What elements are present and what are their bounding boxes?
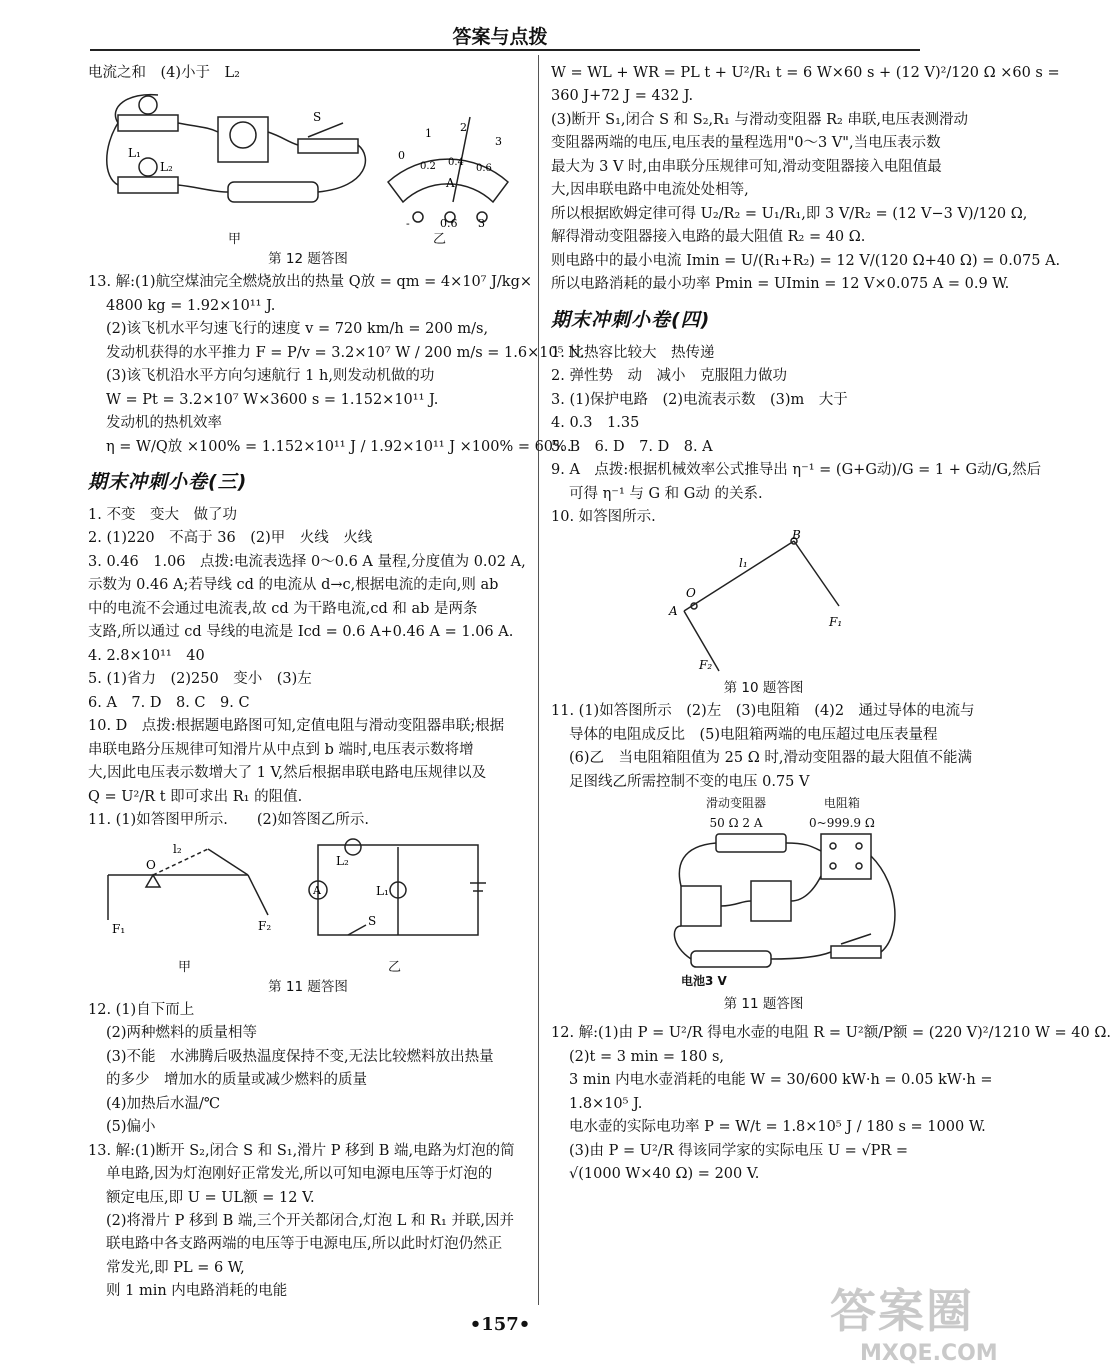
tick-3: 3: [495, 135, 502, 149]
tick-06: 0.6: [476, 163, 492, 175]
label-l1: l₁: [738, 556, 748, 571]
fig11-caption: 第 11 题答图: [268, 978, 348, 995]
watermark-url: MXQE.COM: [860, 1341, 998, 1366]
label-F1: F₁: [112, 921, 126, 936]
q13-line: 4800 kg = 1.92×10¹¹ J.: [106, 297, 276, 314]
section-title-3: 期末冲刺小卷(三): [88, 471, 248, 494]
lamp-L2: [345, 839, 361, 855]
s3-line: 5. (1)省力 (2)250 变小 (3)左: [88, 671, 312, 688]
s3b-line: 13. 解:(1)断开 S₂,闭合 S 和 S₁,滑片 P 移到 B 端,电路为灯泡的简: [88, 1142, 515, 1159]
resistance-box-label: 电阻箱 0~999.9 Ω: [809, 796, 875, 830]
s3b-line: (3)不能 水沸腾后吸热温度保持不变,无法比较燃料放出热量: [106, 1048, 494, 1065]
tick-0: 0: [398, 149, 405, 163]
fig11b-drawing: [671, 826, 931, 976]
s4b-line: 导体的电阻成反比 (5)电阻箱两端的电压超过电压表量程: [569, 726, 938, 743]
switch-blade: [841, 934, 871, 944]
left-column: [88, 62, 585, 1304]
r1-line: 所以根据欧姆定律可得 U₂/R₂ = U₁/R₁,即 3 V/R₂ = (12 V−3 V)/120 Ω,: [551, 205, 1028, 222]
voltmeter: [681, 886, 721, 926]
fig11-diagrams: [98, 835, 518, 955]
s4c-line: (2)t = 3 min = 180 s,: [569, 1048, 724, 1065]
label-F2: F₂: [258, 918, 272, 933]
bulb-1: [139, 96, 157, 114]
r1-line: 则电路中的最小电流 Imin = U/(R₁+R₂) = 12 V/(120 Ω+40 Ω) = 0.075 A.: [551, 252, 1061, 269]
r1-line: W = WL + WR = PL t + U²/R₁ t = 6 W×60 s + (12 V)²/120 Ω ×60 s =: [551, 65, 1060, 81]
s3b-line: (2)将滑片 P 移到 B 端,三个开关都闭合,灯泡 L 和 R₁ 并联,因并: [106, 1212, 515, 1229]
fig10-caption: 第 10 题答图: [723, 680, 804, 697]
s3-line: 2. (1)220 不高于 36 (2)甲 火线 火线: [88, 530, 373, 547]
bulb-base-1: [118, 115, 178, 131]
s4b-line: 11. (1)如答图所示 (2)左 (3)电阻箱 (4)2 通过导体的电流与: [551, 703, 975, 720]
s4b-line: 足图线乙所需控制不变的电压 0.75 V: [569, 773, 810, 790]
battery-label: 电池3 V: [681, 974, 727, 989]
s3b-line: (5)偏小: [106, 1119, 156, 1136]
fulcrum: [146, 875, 160, 887]
label-A: A: [313, 883, 321, 897]
r1-line: 大,因串联电路中电流处处相等,: [551, 182, 749, 199]
fig11b-circuit: [551, 794, 976, 994]
bulb-2: [139, 158, 157, 176]
s3-line: 4. 2.8×10¹¹ 40: [88, 647, 205, 664]
header-rule: [90, 49, 920, 51]
battery: [691, 951, 771, 967]
fig11-label-b: 乙: [388, 959, 402, 975]
s3b-line: (2)两种燃料的质量相等: [106, 1025, 258, 1042]
fig12-label-a: 甲: [228, 232, 242, 248]
s3b-line: 额定电压,即 U = UL额 = 12 V.: [106, 1189, 315, 1206]
meter-A: A: [446, 176, 455, 191]
label-A: A: [668, 604, 678, 619]
force-F2: [208, 849, 248, 875]
knob: [856, 863, 862, 869]
label-B: B: [791, 528, 801, 543]
label-l2: l₂: [173, 841, 182, 856]
s3b-line: 联电路中各支路两端的电压等于电源电压,所以此时灯泡仍然正: [106, 1236, 503, 1253]
label-O: O: [685, 586, 696, 601]
lever-arm: [684, 541, 794, 611]
s3b-line: 单电路,因为灯泡刚好正常发光,所以可知电源电压等于灯泡的: [106, 1166, 493, 1183]
switch-base: [831, 946, 881, 958]
r1-line: 最大为 3 V 时,由串联分压规律可知,滑动变阻器接入电阻值最: [551, 158, 942, 175]
term-3: 3: [478, 217, 485, 231]
s3-line: Q = U²/R t 即可求出 R₁ 的阻值.: [88, 788, 303, 805]
knob: [830, 843, 836, 849]
label-L2: L₂: [160, 160, 173, 175]
tick-1: 1: [425, 127, 432, 141]
label-L1: L₁: [128, 146, 141, 161]
label-F2: F₂: [698, 658, 712, 673]
switch-blade: [308, 123, 343, 137]
q13-line: (2)该飞机水平匀速飞行的速度 v = 720 km/h = 200 m/s,: [106, 321, 489, 338]
battery-pack: [228, 182, 318, 202]
terminal-1: [413, 212, 423, 222]
watermark: [830, 1275, 998, 1366]
rheostat: [716, 834, 786, 852]
label-S: S: [368, 913, 377, 928]
column-divider: [538, 55, 539, 1305]
s3b-line: 的多少 增加水的质量或减少燃料的质量: [106, 1072, 367, 1089]
s3b-line: 常发光,即 PL = 6 W,: [106, 1259, 245, 1276]
q13-line: η = W/Q放 ×100% = 1.152×10¹¹ J / 1.92×10¹¹ J ×100% = 60%.: [106, 438, 572, 455]
tick-2: 2: [460, 121, 467, 135]
s3-line: 11. (1)如答图甲所示. (2)如答图乙所示.: [88, 812, 369, 829]
s3-line: 串联电路分压规律可知滑片从中点到 b 端时,电压表示数将增: [88, 741, 474, 758]
force-F2-arrow: [248, 875, 268, 915]
q13-line: 13. 解:(1)航空煤油完全燃烧放出的热量 Q放 = qm = 4×10⁷ J/kg×: [88, 274, 533, 291]
s4-line: 1. 比热容比较大 热传递: [551, 344, 715, 361]
s4c-line: 12. 解:(1)由 P = U²/R 得电水壶的电阻 R = U²额/P额 = (220 V)²/1210 W = 40 Ω.: [551, 1025, 1111, 1042]
s4c-line: 1.8×10⁵ J.: [569, 1095, 643, 1112]
s4-line: 9. A 点拨:根据机械效率公式推导出 η⁻¹ = (G+G动)/G = 1 + G动/G,然后: [551, 462, 1042, 479]
r1-line: 解得滑动变阻器接入电路的最大阻值 R₂ = 40 Ω.: [551, 229, 866, 246]
s3-line: 中的电流不会通过电流表,故 cd 为干路电流,cd 和 ab 是两条: [88, 600, 478, 617]
knob: [830, 863, 836, 869]
q13-line: (3)该飞机沿水平方向匀速航行 1 h,则发动机做的功: [106, 368, 435, 385]
label-L2b: L₂: [336, 853, 349, 868]
ammeter-body: [218, 117, 268, 162]
force-F1: [794, 541, 839, 606]
section-title-4: 期末冲刺小卷(四): [551, 308, 711, 331]
ammeter: [751, 881, 791, 921]
knob: [856, 843, 862, 849]
fig12-circuit: [98, 87, 518, 231]
q13-line: W = Pt = 3.2×10⁷ W×3600 s = 1.152×10¹¹ J.: [106, 391, 439, 408]
label-O: O: [146, 857, 156, 872]
s4-line: 可得 η⁻¹ 与 G 和 G动 的关系.: [569, 485, 763, 502]
s3-line: 大,因此电压表示数增大了 1 V,然后根据串联电路电压规律以及: [88, 765, 487, 782]
q13-line: 发动机获得的水平推力 F = P/v = 3.2×10⁷ W / 200 m/s = 1.6×10⁵ N.: [106, 344, 585, 361]
fig10-lever: [644, 528, 884, 676]
right-column: [551, 62, 1111, 1187]
r1-line: 变阻器两端的电压,电压表的量程选用"0～3 V",当电压表示数: [551, 135, 941, 152]
rheostat-label: 滑动变阻器 50 Ω 2 A: [706, 796, 767, 830]
s4-line: 10. 如答图所示.: [551, 509, 656, 525]
q13-line: 发动机的热机效率: [106, 415, 222, 432]
r1-line: 所以电路消耗的最小功率 Pmin = UImin = 12 V×0.075 A = 0.9 W.: [551, 276, 1010, 293]
label-F1: F₁: [828, 615, 842, 630]
s4b-line: (6)乙 当电阻箱阻值为 25 Ω 时,滑动变阻器的最大阻值不能满: [569, 750, 972, 767]
s3b-line: 则 1 min 内电路消耗的电能: [106, 1283, 288, 1300]
s4c-line: 电水壶的实际电功率 P = W/t = 1.8×10⁵ J / 180 s = 1000 W.: [569, 1119, 986, 1136]
term-06: 0.6: [440, 217, 458, 231]
fig11-label-a: 甲: [178, 959, 192, 975]
text-line: 电流之和 (4)小于 L₂: [88, 65, 240, 81]
s3b-line: (4)加热后水温/℃: [106, 1095, 221, 1112]
s4-line: 4. 0.3 1.35: [551, 415, 640, 432]
s4c-line: 3 min 内电水壶消耗的电能 W = 30/600 kW·h = 0.05 kW·h =: [569, 1072, 993, 1089]
s3-line: 示数为 0.46 A;若导线 cd 的电流从 d→c,根据电流的走向,则 ab: [88, 577, 499, 594]
s4c-line: √(1000 W×40 Ω) = 200 V.: [569, 1166, 760, 1183]
s3-line: 1. 不变 变大 做了功: [88, 506, 237, 523]
r1-line: 360 J+72 J = 432 J.: [551, 88, 694, 105]
ammeter-dial: [230, 122, 256, 148]
r1-line: (3)断开 S₁,闭合 S 和 S₂,R₁ 与滑动变阻器 R₂ 串联,电压表测滑动: [551, 111, 969, 128]
s4-line: 3. (1)保护电路 (2)电流表示数 (3)m 大于: [551, 391, 848, 408]
switch: [348, 925, 366, 935]
s4-line: 2. 弹性势 动 减小 克服阻力做功: [551, 368, 787, 385]
fig12-caption: 第 12 题答图: [268, 251, 348, 268]
switch-base: [298, 139, 358, 153]
s3-line: 3. 0.46 1.06 点拨:电流表选择 0～0.6 A 量程,分度值为 0.02 A,: [88, 553, 526, 570]
page-header: 答案与点拨: [452, 26, 548, 48]
s4-line: 5. B 6. D 7. D 8. A: [551, 438, 713, 455]
bulb-base-2: [118, 177, 178, 193]
s4c-line: (3)由 P = U²/R 得该同学家的实际电压 U = √PR =: [569, 1142, 909, 1159]
page-number: •157•: [469, 1314, 531, 1335]
label-S: S: [313, 110, 322, 125]
s3-line: 6. A 7. D 8. C 9. C: [88, 694, 250, 711]
s3-line: 支路,所以通过 cd 导线的电流是 Icd = 0.6 A+0.46 A = 1.06 A.: [88, 624, 514, 641]
resistance-box: [821, 834, 871, 879]
fig11b-caption: 第 11 题答图: [723, 996, 804, 1013]
label-L1b: L₁: [376, 883, 389, 898]
tick-04: 0.4: [448, 157, 464, 169]
tick-02: 0.2: [420, 161, 436, 173]
s3b-line: 12. (1)自下而上: [88, 1001, 195, 1018]
s3-line: 10. D 点拨:根据题电路图可知,定值电阻与滑动变阻器串联;根据: [88, 718, 505, 735]
term-neg: -: [406, 217, 410, 231]
fig12-label-b: 乙: [433, 232, 447, 248]
watermark-logo: 答案圈: [830, 1284, 974, 1338]
